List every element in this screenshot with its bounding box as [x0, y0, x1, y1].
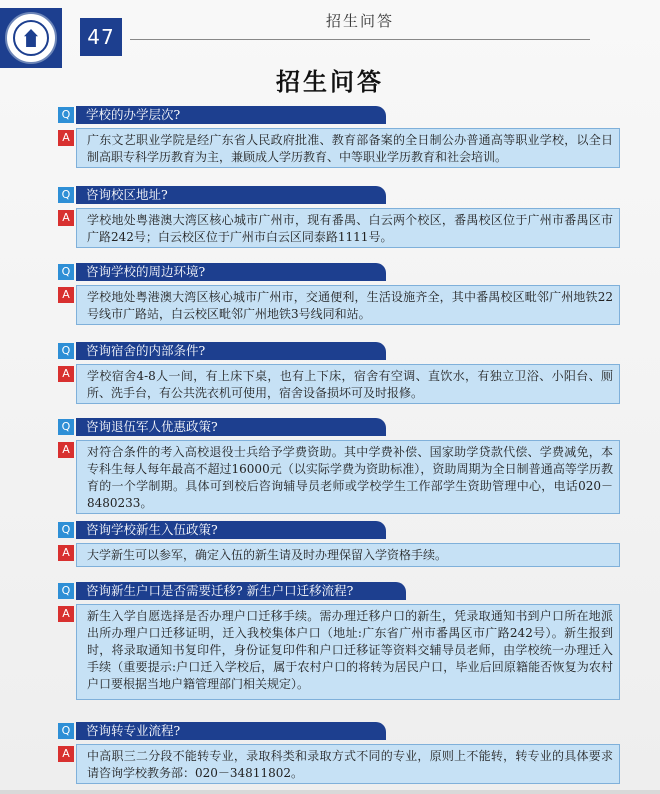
answer-badge: A: [58, 366, 74, 382]
question-text: 咨询学校新生入伍政策?: [76, 521, 386, 539]
answer-badge: A: [58, 210, 74, 226]
question-badge: Q: [58, 343, 74, 359]
answer-text: 新生入学自愿选择是否办理户口迁移手续。需办理迁移户口的新生，凭录取通知书到户口所在地派出所办理户口迁移证明，迁入我校集体户口（地址:广东省广州市番禺区市广路242号）。新生报到时，将录取通知书复印件，身份证复印件和户口迁移证等资料交辅导员老师，由学校统一办理迁入手续（重要提示:户口迁入学校后，属于农村户口的将转为居民户口，毕业后回原籍能否恢复为农村户口要根据当地户籍管理部门相关规定）。: [76, 604, 620, 700]
answer-text: 中高职三二分段不能转专业，录取科类和录取方式不同的专业，原则上不能转，转专业的具体要求请咨询学校教务部：020－34811802。: [76, 744, 620, 784]
question-text: 咨询校区地址?: [76, 186, 386, 204]
question-text: 学校的办学层次?: [76, 106, 386, 124]
question-text: 咨询转专业流程?: [76, 722, 386, 740]
page-number: 47: [80, 18, 122, 56]
answer-badge: A: [58, 442, 74, 458]
question-badge: Q: [58, 264, 74, 280]
question-text: 咨询新生户口是否需要迁移? 新生户口迁移流程?: [76, 582, 406, 600]
answer-text: 广东文艺职业学院是经广东省人民政府批准、教育部备案的全日制公办普通高等职业学校，以全日制高职专科学历教育为主，兼顾成人学历教育、中等职业学历教育和社会培训。: [76, 128, 620, 168]
answer-text: 学校地处粤港澳大湾区核心城市广州市，现有番禺、白云两个校区，番禺校区位于广州市番禺区市广路242号；白云校区位于广州市白云区同泰路1111号。: [76, 208, 620, 248]
question-badge: Q: [58, 522, 74, 538]
school-logo: [0, 8, 62, 68]
footer-divider: [0, 790, 660, 794]
answer-text: 学校宿舍4-8人一间，有上床下桌，也有上下床，宿舍有空调、直饮水，有独立卫浴、小阳台、厕所、洗手台，有公共洗衣机可使用，宿舍设备损坏可及时报修。: [76, 364, 620, 404]
question-text: 咨询学校的周边环境?: [76, 263, 386, 281]
answer-badge: A: [58, 545, 74, 561]
section-title: 招生问答: [325, 12, 394, 30]
header-divider: [130, 39, 590, 40]
question-badge: Q: [58, 187, 74, 203]
question-badge: Q: [58, 723, 74, 739]
answer-badge: A: [58, 287, 74, 303]
question-badge: Q: [58, 107, 74, 123]
answer-text: 对符合条件的考入高校退役士兵给予学费资助。其中学费补偿、国家助学贷款代偿、学费减免，本专科生每人每年最高不超过16000元（以实际学费为资助标准），资助周期为全日制普通高等学历教育的一个学制期。具体可到校后咨询辅导员老师或学校学生工作部学生资助管理中心，电话020－8480233。: [76, 440, 620, 514]
tower-icon: [24, 29, 38, 47]
question-badge: Q: [58, 583, 74, 599]
question-text: 咨询退伍军人优惠政策?: [76, 418, 386, 436]
answer-badge: A: [58, 130, 74, 146]
page-title: 招生问答: [276, 67, 384, 96]
answer-badge: A: [58, 746, 74, 762]
question-badge: Q: [58, 419, 74, 435]
question-text: 咨询宿舍的内部条件?: [76, 342, 386, 360]
answer-text: 大学新生可以参军，确定入伍的新生请及时办理保留入学资格手续。: [76, 543, 620, 567]
answer-badge: A: [58, 606, 74, 622]
answer-text: 学校地处粤港澳大湾区核心城市广州市，交通便利，生活设施齐全，其中番禺校区毗邻广州地铁22号线市广路站，白云校区毗邻广州地铁3号线同和站。: [76, 285, 620, 325]
logo-emblem-icon: [5, 12, 57, 64]
